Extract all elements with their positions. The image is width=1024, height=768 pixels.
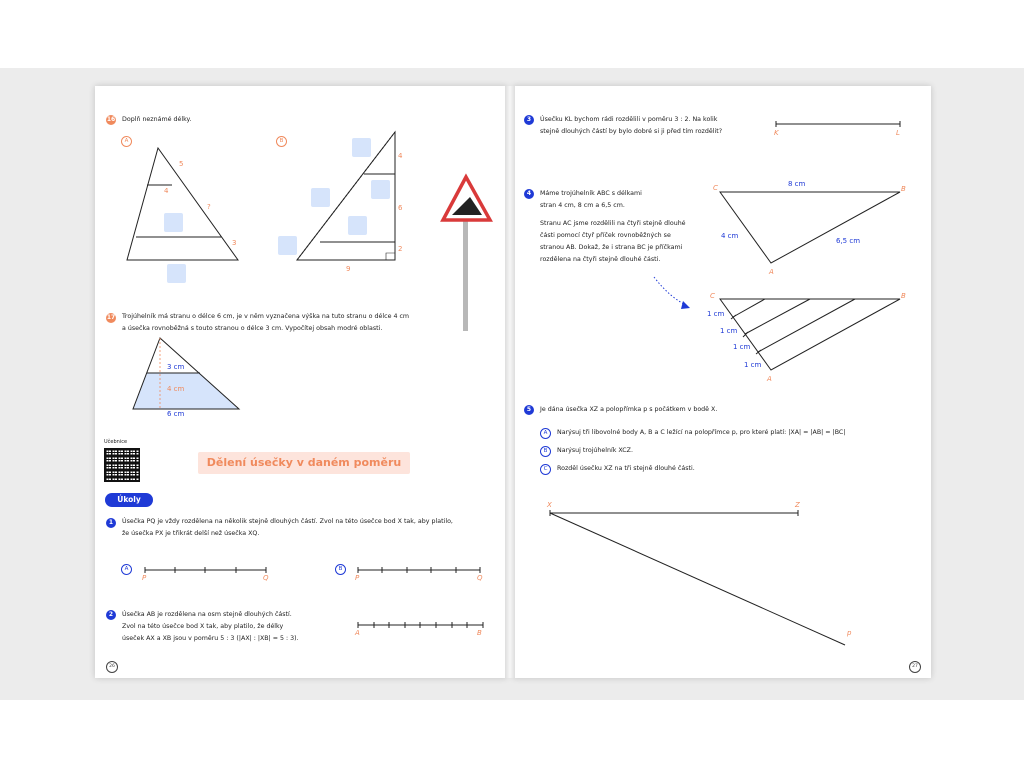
task-5-option-c-text: Rozděl úsečku XZ na tři stejně dlouhé části. <box>557 465 695 472</box>
section-title: Dělení úsečky v daném poměru <box>198 452 410 474</box>
task-4-line-2: stran 4 cm, 8 cm a 6,5 cm. <box>540 202 625 209</box>
task-3-line-1: Úsečku KL bychom rádi rozdělili v poměru 3 : 2. Na kolik <box>540 116 718 123</box>
task-3-label-l: L <box>896 129 900 137</box>
tri1-vertex-a: A <box>769 268 774 276</box>
fig-a-label-4: 4 <box>164 187 169 195</box>
task-4-line-3: Stranu AC jsme rozdělili na čtyři stejně dlouhé <box>540 220 686 227</box>
task-1-line-1: Úsečka PQ je vždy rozdělena na několik stejně dlouhých částí. Zvol na této úsečce bod X tak, aby platilo, <box>122 518 453 525</box>
task-4-line-1: Máme trojúhelník ABC s délkami <box>540 190 642 197</box>
tri1-vertex-b: B <box>901 185 906 193</box>
page-number-left: 26 <box>106 661 118 673</box>
fig-b-label-9: 9 <box>346 265 351 273</box>
task-3-label-k: K <box>774 129 779 137</box>
task-5-option-b: B <box>540 446 551 457</box>
task-1a-label-q: Q <box>263 574 269 582</box>
tri2-seg-1: 1 cm <box>707 310 725 318</box>
ukoly-badge: Úkoly <box>105 493 153 507</box>
page-number-right: 27 <box>909 661 921 673</box>
task-5-label-p: p <box>847 629 852 637</box>
task-2-line-2: Zvol na této úsečce bod X tak, aby platilo, že délky <box>122 623 284 630</box>
tri2-seg-2: 1 cm <box>720 327 738 335</box>
fig-a-label-unknown: ? <box>207 203 211 211</box>
task-1a-label-p: P <box>142 574 147 582</box>
exercise-number-17: 17 <box>106 314 116 321</box>
exercise-16-text: Doplň neznámé délky. <box>122 116 192 123</box>
task-2-label-b: B <box>477 629 482 637</box>
task-number-2: 2 <box>106 610 116 620</box>
task-1-line-2: že úsečka PX je třikrát delší než úsečka XQ. <box>122 530 260 537</box>
task-5-option-b-text: Narýsuj trojúhelník XCZ. <box>557 447 633 454</box>
task-5-option-a-text: Narýsuj tři libovolné body A, B a C ležící na polopřímce p, pro které platí: |XA| = |AB| = |BC| <box>557 429 846 436</box>
task-5-option-a: A <box>540 428 551 439</box>
ex17-label-6cm: 6 cm <box>167 410 185 418</box>
task-2-label-a: A <box>355 629 360 637</box>
tri2-vertex-b: B <box>901 292 906 300</box>
tri1-side-6-5cm: 6,5 cm <box>836 237 861 245</box>
fig-a-label-3: 3 <box>232 239 237 247</box>
task-1-option-a: A <box>121 564 132 575</box>
task-1b-label-q: Q <box>477 574 483 582</box>
task-2-line-3: úseček AX a XB jsou v poměru 5 : 3 (|AX| : |XB| = 5 : 3). <box>122 635 299 642</box>
tri1-side-4cm: 4 cm <box>721 232 739 240</box>
ucebnice-label: Učebnice <box>104 439 128 445</box>
exercise-17-line-2: a úsečka rovnoběžná s touto stranou o délce 3 cm. Vypočítej obsah modré oblasti. <box>122 325 383 332</box>
fig-b-label-4: 4 <box>398 152 403 160</box>
tri1-vertex-c: C <box>713 184 718 192</box>
task-1b-label-p: P <box>355 574 360 582</box>
task-5-option-c: C <box>540 464 551 475</box>
exercise-17-line-1: Trojúhelník má stranu o délce 6 cm, je v něm vyznačena výška na tuto stranu o délce 4 cm <box>122 313 410 320</box>
task-5-text: Je dána úsečka XZ a polopřímka p s počátkem v bodě X. <box>540 406 718 413</box>
tri1-side-8cm: 8 cm <box>788 180 806 188</box>
task-number-1: 1 <box>106 518 116 528</box>
task-number-3: 3 <box>524 115 534 125</box>
task-3-line-2: stejně dlouhých částí by bylo dobré si ji před tím rozdělit? <box>540 128 723 135</box>
option-a-label: A <box>121 136 132 147</box>
fig-a-label-5: 5 <box>179 160 184 168</box>
task-4-line-6: rozdělena na čtyři stejně dlouhé části. <box>540 256 661 263</box>
task-number-5: 5 <box>524 405 534 415</box>
tri2-seg-4: 1 cm <box>744 361 762 369</box>
task-4-line-5: stranou AB. Dokaž, že i strana BC je příčkami <box>540 244 683 251</box>
task-4-line-4: části pomocí čtyř příček rovnoběžných se <box>540 232 671 239</box>
ex17-label-4cm: 4 cm <box>167 385 185 393</box>
option-b-label: B <box>276 136 287 147</box>
ex17-label-3cm: 3 cm <box>167 363 185 371</box>
exercise-number-16: 16 <box>106 116 116 123</box>
fig-b-label-2: 2 <box>398 245 403 253</box>
task-5-label-z: Z <box>795 501 800 509</box>
tri2-vertex-c: C <box>710 292 715 300</box>
fig-b-label-6: 6 <box>398 204 403 212</box>
task-5-label-x: X <box>547 501 552 509</box>
task-number-4: 4 <box>524 189 534 199</box>
task-2-line-1: Úsečka AB je rozdělena na osm stejně dlouhých částí. <box>122 611 292 618</box>
task-1-option-b: B <box>335 564 346 575</box>
tri2-vertex-a: A <box>767 375 772 383</box>
tri2-seg-3: 1 cm <box>733 343 751 351</box>
